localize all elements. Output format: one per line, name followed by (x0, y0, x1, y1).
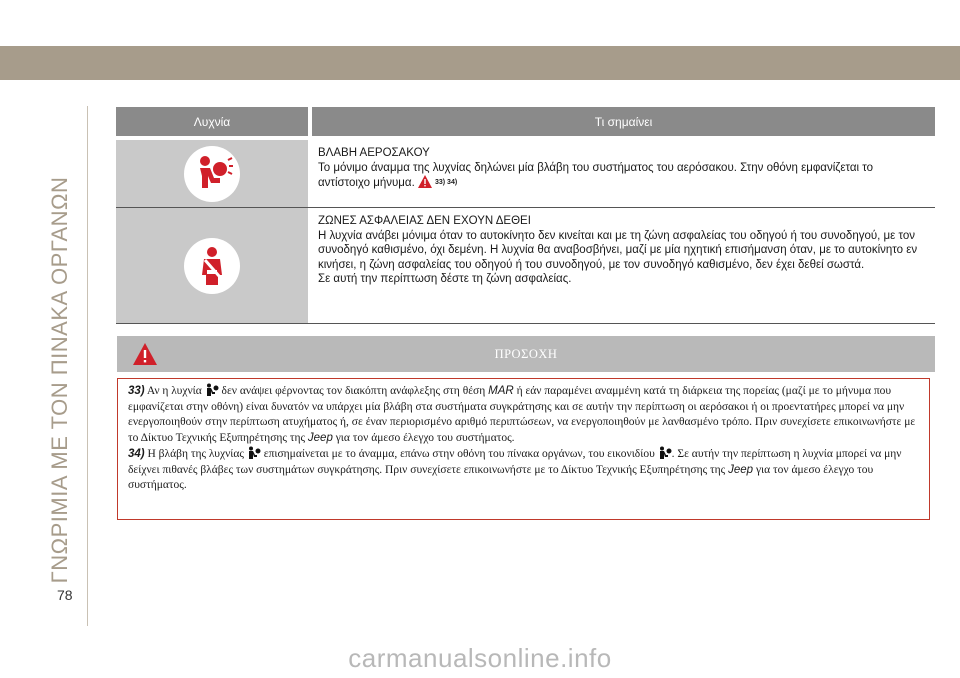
warning-text: Η βλάβη της λυχνίας (147, 448, 244, 460)
warning-box (117, 378, 930, 520)
note-number: 33) (128, 385, 145, 397)
section-side-title: ΓΝΩΡΙΜΙΑ ΜΕ ΤΟΝ ΠΙΝΑΚΑ ΟΡΓΑΝΩΝ (47, 176, 72, 584)
row-text (308, 208, 935, 323)
warning-triangle-icon (133, 343, 157, 365)
warning-text: ή εάν παραμένει αναμμένη κατά τη διάρκεια της πορείας (μαζί με το μήνυμα που εμφανίζεται στην οθόνη) είναι δυνατόν να υπάρχει μία βλάβη στα συστήματα συγκράτησης και σε αυτήν την περίπτωση οι αερόσακοι ή οι προεντατήρες μπορεί να μην ενεργοποιηθούν στην περίπτωση ατυχήματος ή, σε έναν περιορισμένο αριθμό περιπτώσεων, να ενεργοποιηθούν με λανθασμένο τρόπο. Πριν συνεχίσετε επικοινωνήστε με το Δίκτυο Τεχνικής Εξυπηρέτησης της (128, 385, 916, 444)
airbag-mini-icon (205, 383, 219, 396)
row-description: Το μόνιμο άναμμα της λυχνίας δηλώνει μία βλάβη του συστήματος του αερόσακου. Στην οθόνη εμφανίζεται το αντίστοιχο μήνυμα. (318, 161, 874, 189)
row-text (308, 140, 935, 207)
warning-text: για τον άμεσο έλεγχο του συστήματος. (128, 463, 874, 491)
row-title: ΒΛΑΒΗ ΑΕΡΟΣΑΚΟΥ (318, 147, 430, 159)
key-position: MAR (488, 385, 514, 397)
row-instruction: Σε αυτή την περίπτωση δέστε τη ζώνη ασφαλείας. (318, 273, 572, 285)
top-header (0, 0, 960, 80)
watermark: carmanualsonline.info (348, 643, 612, 673)
row-title: ΖΩΝΕΣ ΑΣΦΑΛΕΙΑΣ ΔΕΝ ΕΧΟΥΝ ΔΕΘΕΙ (318, 215, 531, 227)
airbag-mini-icon (247, 446, 261, 459)
note-number: 34) (128, 448, 145, 460)
row-references[interactable]: 33) 34) (434, 178, 458, 186)
warning-text: επισημαίνεται με το άναμμα, επάνω στην οθόνη του πίνακα οργάνων, του εικονιδίου (263, 448, 655, 460)
warning-lights-table (116, 107, 935, 324)
brand-name: Jeep (728, 463, 754, 476)
warning-text: για τον άμεσο έλεγχο του συστήματος. (335, 431, 515, 444)
table-header (116, 107, 935, 136)
table-row (116, 208, 935, 324)
warning-triangle-icon (418, 175, 432, 188)
warning-text: δεν ανάψει φέρνοντας τον διακόπτη ανάφλεξης στη θέση (221, 385, 486, 397)
header-band (0, 46, 960, 80)
warning-header (117, 336, 935, 372)
seatbelt-warning-icon (184, 238, 240, 294)
warning-title: ΠΡΟΣΟΧΗ (494, 346, 558, 361)
page-number: 78 (57, 587, 73, 603)
icon-cell (116, 208, 308, 323)
row-description: Η λυχνία ανάβει μόνιμα όταν το αυτοκίνητο δεν κινείται και με τη ζώνη ασφαλείας του οδηγού ή του συνοδηγού, με τον συνοδηγό καθισμένο, όχι δεμένη. Η λυχνία θα αναβοσβήνει, μαζί με μία ηχητική επισήμανση όταν, με το αυτοκίνητο εν κινήσει, η ζώνη ασφαλείας του οδηγού ή του συνοδηγού, με τον συνοδηγό καθισμένο, δεν έχει δεθεί σωστά. (318, 229, 918, 271)
icon-cell (116, 140, 308, 207)
airbag-warning-icon (184, 146, 240, 202)
header-col-meaning: Τι σημαίνει (308, 107, 935, 136)
side-divider (87, 106, 88, 626)
table-row (116, 140, 935, 208)
warning-text: . Σε αυτήν την περίπτωση η λυχνία μπορεί να μην δείχνει πιθανές βλάβες των συστημάτων συγκράτησης. Πριν συνεχίσετε επικοινωνήστε με το Δίκτυο Τεχνικής Εξυπηρέτησης της (128, 448, 902, 476)
warning-text: Αν η λυχνία (146, 385, 202, 397)
brand-name: Jeep (307, 431, 333, 444)
warning-paragraph-34 (128, 446, 919, 494)
airbag-mini-icon (658, 446, 672, 459)
warning-paragraph-33 (128, 383, 919, 446)
header-col-light: Λυχνία (193, 114, 231, 129)
